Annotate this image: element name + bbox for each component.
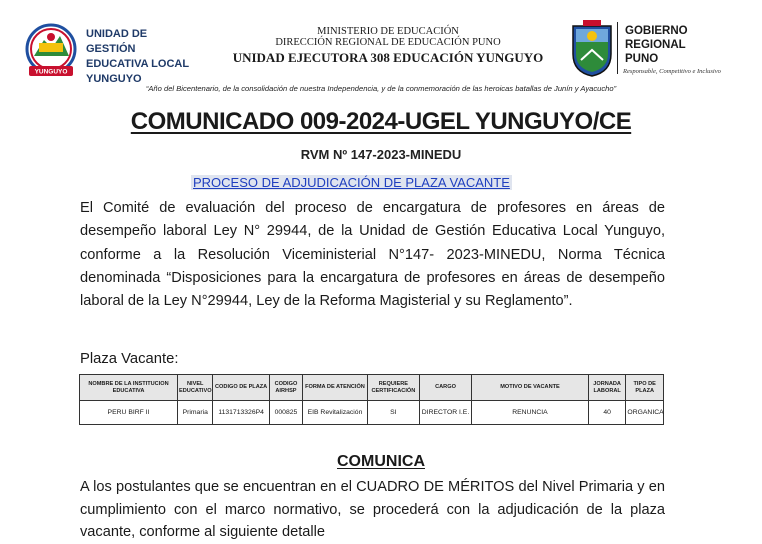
col-header-forma-atencion: FORMA DE ATENCIÓN [303,375,368,401]
col-header-institucion: NOMBRE DE LA INSTITUCION EDUCATIVA [80,375,178,401]
vacancy-table [79,374,664,425]
document-title: COMUNICADO 009-2024-UGEL YUNGUYO/CE [130,108,632,135]
ugel-name-line3: YUNGUYO [86,73,142,85]
table-row [80,401,664,425]
table-header-row [80,375,664,401]
cell-forma-atencion: EIB Revitalización [303,401,368,425]
ministry-line1: MINISTERIO DE EDUCACIÓN [317,26,459,37]
cell-codigo-airhsp: 000825 [269,401,302,425]
ugel-logo [22,22,80,80]
col-header-codigo-airhsp: CODIGO AIRHSP [269,375,302,401]
cell-jornada: 40 [588,401,626,425]
col-header-jornada: JORNADA LABORAL [588,375,626,401]
plaza-vacante-label: Plaza Vacante: [80,351,179,367]
cell-motivo: RENUNCIA [472,401,589,425]
cell-institucion: PERU BIRF II [80,401,178,425]
letterhead [0,0,762,100]
ugel-logo-label: YUNGUYO [34,68,68,76]
ministry-line2: DIRECCIÓN REGIONAL DE EDUCACIÓN PUNO [275,37,501,48]
regional-government-name [625,24,735,66]
comunica-heading: COMUNICA [337,453,425,470]
regional-slogan: Responsable, Competitivo e Inclusivo [623,68,721,75]
cell-tipo-plaza: ORGANICA [626,401,664,425]
ugel-name [86,27,196,87]
col-header-motivo: MOTIVO DE VACANTE [472,375,589,401]
intro-paragraph: El Comité de evaluación del proceso de encargatura de profesores en áreas de desempeño laboral Ley N° 29944, de la Unidad de Gestión Educativa Local Yunguyo, conforme a la Resolución Viceministerial N°147- 2023-MINEDU, Norma Técnica denominada “Disposiciones para la encargatura de profesores en áreas de desempeño laboral de la Ley N°29944, Ley de la Reforma Magisterial y su Reglamento”. [80,200,665,310]
process-subtitle: PROCESO DE ADJUDICACIÓN DE PLAZA VACANTE [193,175,510,190]
gob-line1: GOBIERNO [625,25,688,37]
col-header-cargo: CARGO [419,375,471,401]
ministry-block [200,26,576,66]
ugel-name-line1: UNIDAD DE GESTIÓN [86,28,148,55]
logo-divider [617,22,618,74]
cell-certificacion: SI [367,401,419,425]
year-motto: “Año del Bicentenario, de la consolidación de nuestra Independencia, y de la conmemoración de las heroicas batallas de Junín y Ayacucho” [145,84,617,93]
col-header-tipo-plaza: TIPO DE PLAZA [626,375,664,401]
col-header-nivel: NIVEL EDUCATIVO [178,375,213,401]
cell-codigo-plaza: 1131713326P4 [213,401,269,425]
gob-line3: PUNO [625,53,659,65]
cell-cargo: DIRECTOR I.E. [419,401,471,425]
cell-nivel: Primaria [178,401,213,425]
regional-government-logo [569,20,615,78]
rvm-reference: RVM Nº 147-2023-MINEDU [300,147,462,162]
ministry-line3: UNIDAD EJECUTORA 308 EDUCACIÓN YUNGUYO [232,50,544,65]
postulantes-paragraph: A los postulantes que se encuentran en el CUADRO DE MÉRITOS del Nivel Primaria y en cumplimiento con el marco normativo, se procederá con la adjudicación de la plaza vacante, conforme al siguiente detalle [80,479,665,540]
col-header-codigo-plaza: CODIGO DE PLAZA [213,375,269,401]
ugel-name-line2: EDUCATIVA LOCAL [86,58,190,70]
col-header-certificacion: REQUIERE CERTIFICACIÓN [367,375,419,401]
gob-line2: REGIONAL [625,39,686,51]
